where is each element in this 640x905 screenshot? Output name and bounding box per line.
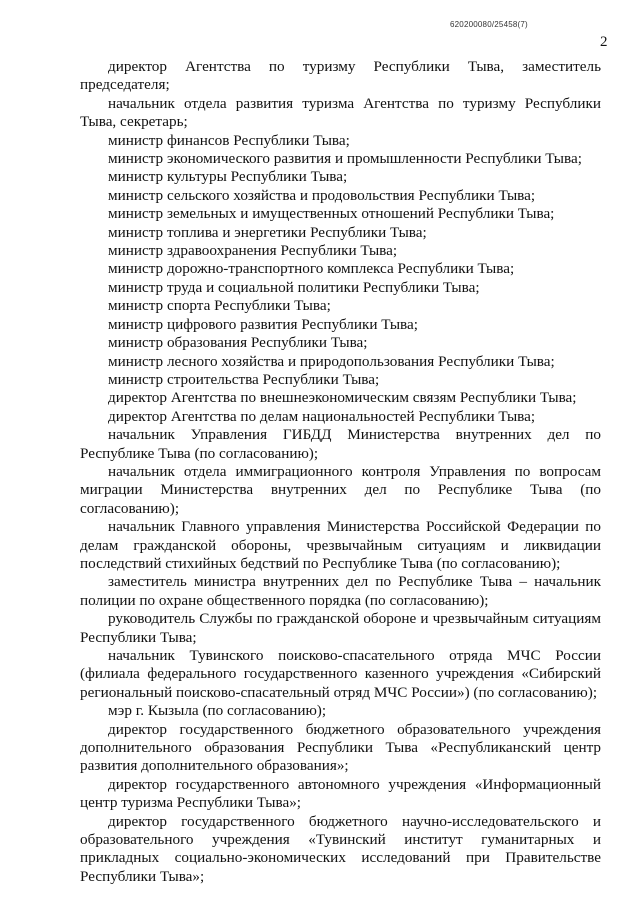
list-item: министр сельского хозяйства и продовольствия Республики Тыва; xyxy=(108,186,536,204)
list-item: директор государственного бюджетного научно-исследовательского и образовательного учреждения «Тувинский институт гуманитарных и прикладных социально-экономических исследований при Правительстве Республики Тыва»; xyxy=(80,812,601,885)
list-item: министр образования Республики Тыва; xyxy=(108,334,368,352)
page-number: 2 xyxy=(600,34,608,50)
list-item: министр топлива и энергетики Республики Тыва; xyxy=(108,223,427,241)
list-item: министр земельных и имущественных отношений Республики Тыва; xyxy=(108,205,555,223)
list-item: директор государственного бюджетного образовательного учреждения дополнительного образования Республики Тыва «Республиканский центр развития дополнительного образования»; xyxy=(80,720,601,775)
document-code: 620200080/25458(7) xyxy=(450,20,528,29)
list-item: директор Агентства по внешнеэкономическим связям Республики Тыва; xyxy=(108,389,577,407)
list-item: министр экономического развития и промышленности Республики Тыва; xyxy=(108,150,582,168)
list-item: министр здравоохранения Республики Тыва; xyxy=(108,242,398,260)
list-item: начальник отдела иммиграционного контроля Управления по вопросам миграции Министерства внутренних дел по Республике Тыва (по согласованию); xyxy=(80,462,601,517)
list-item: министр культуры Республики Тыва; xyxy=(108,168,348,186)
list-item: начальник Главного управления Министерства Российской Федерации по делам гражданской обороны, чрезвычайным ситуациям и ликвидации последствий стихийных бедствий по Республике Тыва (по согласованию); xyxy=(80,518,601,572)
document-body xyxy=(80,58,601,886)
list-item: министр строительства Республики Тыва; xyxy=(108,370,380,388)
list-item: директор государственного автономного учреждения «Информационный центр туризма Республики Тыва»; xyxy=(80,775,601,812)
list-item: мэр г. Кызыла (по согласованию); xyxy=(108,702,327,720)
list-item: начальник Тувинского поисково-спасательного отряда МЧС России (филиала федерального государственного казенного учреждения «Сибирский региональный поисково-спасательный отряд МЧС России») (по согласованию); xyxy=(80,647,601,701)
list-item: руководитель Службы по гражданской обороне и чрезвычайным ситуациям Республики Тыва; xyxy=(80,610,601,646)
list-item: директор Агентства по туризму Республики Тыва, заместитель председателя; xyxy=(80,58,601,94)
list-item: министр труда и социальной политики Республики Тыва; xyxy=(108,278,480,296)
list-item: министр лесного хозяйства и природопользования Республики Тыва; xyxy=(108,352,555,370)
list-item: заместитель министра внутренних дел по Республике Тыва – начальник полиции по охране общественного порядка (по согласованию); xyxy=(80,573,601,609)
list-item: министр дорожно-транспортного комплекса Республики Тыва; xyxy=(108,260,515,278)
list-item: директор Агентства по делам национальностей Республики Тыва; xyxy=(108,407,536,425)
list-item: начальник Управления ГИБДД Министерства внутренних дел по Республике Тыва (по согласованию); xyxy=(80,426,601,462)
list-item: министр финансов Республики Тыва; xyxy=(108,131,350,149)
list-item: министр цифрового развития Республики Тыва; xyxy=(108,315,418,333)
list-item: министр спорта Республики Тыва; xyxy=(108,297,331,315)
list-item: начальник отдела развития туризма Агентства по туризму Республики Тыва, секретарь; xyxy=(80,94,601,131)
